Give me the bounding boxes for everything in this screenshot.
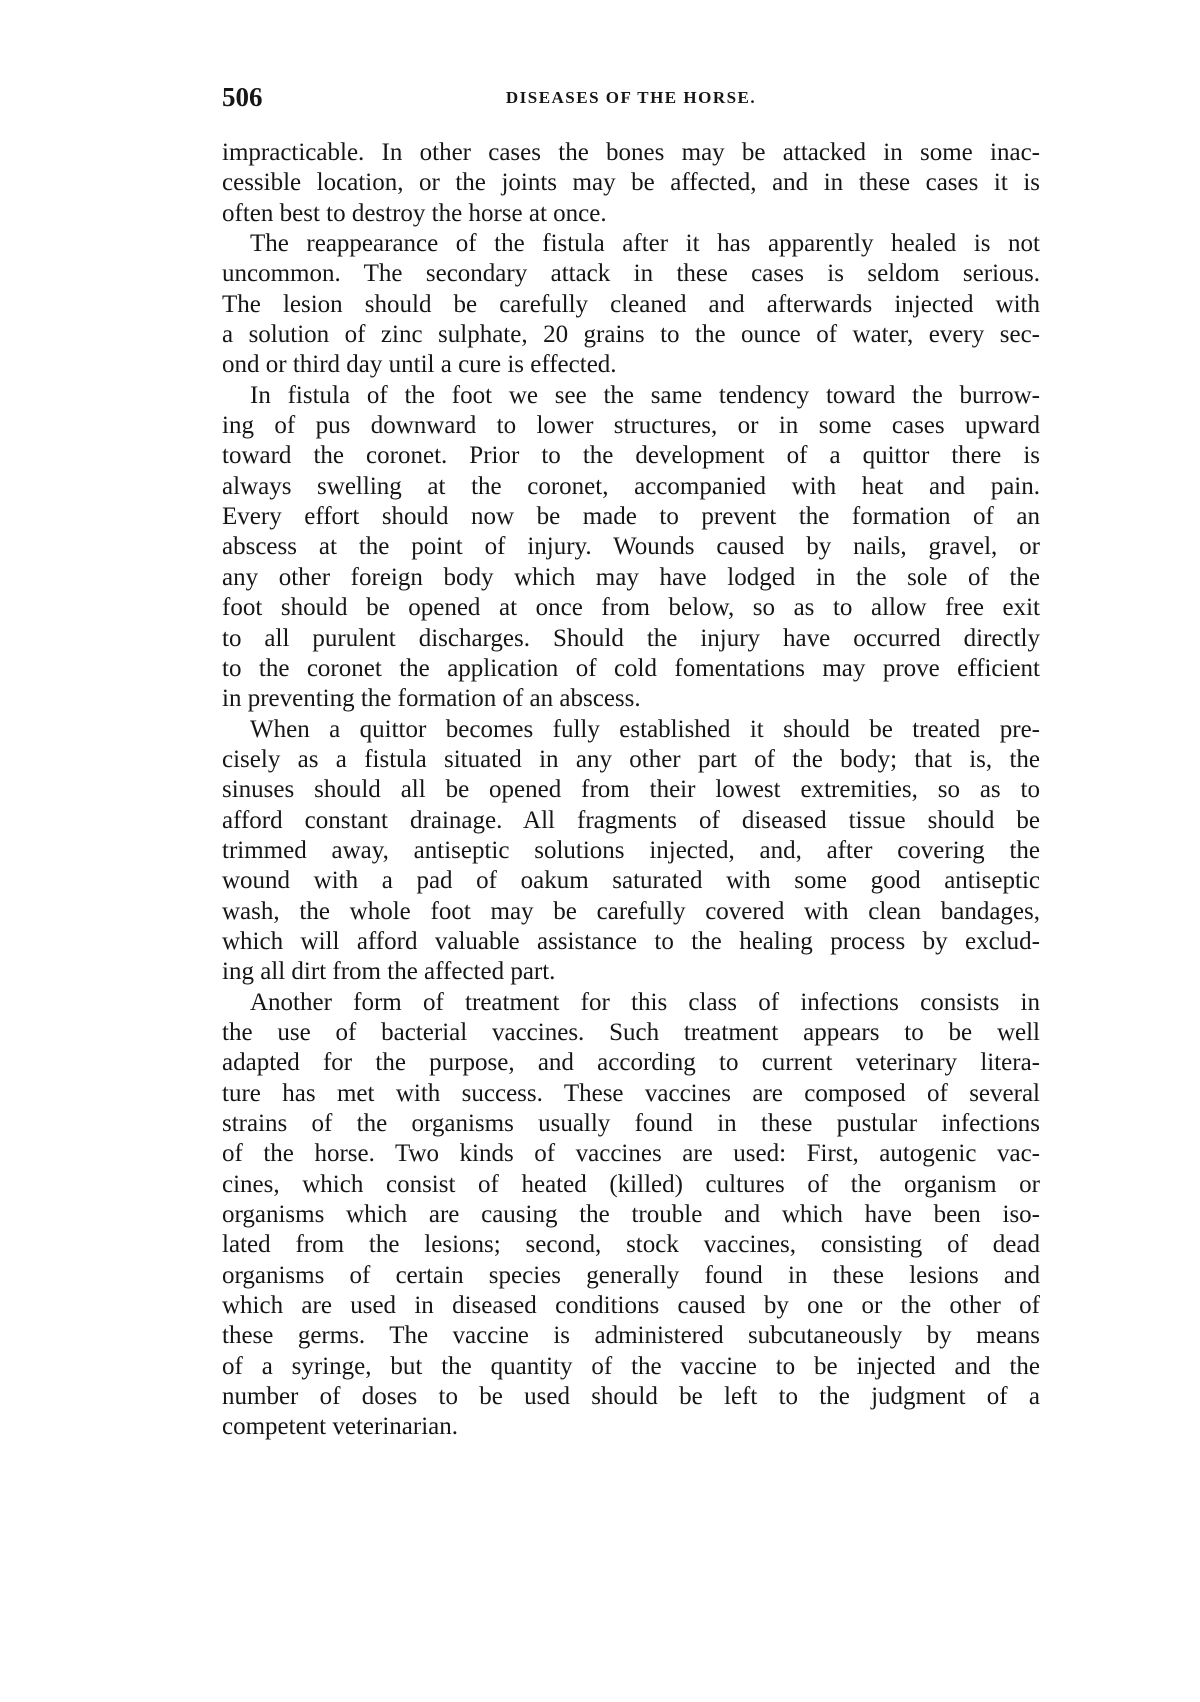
text-line: cessible location, or the joints may be affected, and in these cases it is [222, 169, 1040, 197]
text-line: wash, the whole foot may be carefully covered with clean bandages, [222, 897, 1040, 925]
text-line: competent veterinarian. [222, 1413, 458, 1441]
text-line: The lesion should be carefully cleaned and afterwards injected with [222, 290, 1040, 318]
text-line: uncommon. The secondary attack in these cases is seldom serious. [222, 260, 1040, 288]
text-line: foot should be opened at once from below, so as to allow free exit [222, 594, 1040, 622]
text-line: any other foreign body which may have lodged in the sole of the [222, 563, 1040, 591]
paragraph [222, 138, 1040, 229]
text-line: lated from the lesions; second, stock vaccines, consisting of dead [222, 1231, 1040, 1259]
text-line: cines, which consist of heated (killed) cultures of the organism or [222, 1170, 1040, 1198]
page-number: 506 [222, 82, 263, 112]
paragraph [222, 988, 1040, 1443]
text-line: which will afford valuable assistance to the healing process by exclud- [222, 927, 1040, 955]
text-line: the use of bacterial vaccines. Such treatment appears to be well [222, 1018, 1040, 1046]
text-line: ture has met with success. These vaccines are composed of several [222, 1079, 1040, 1107]
text-line: impracticable. In other cases the bones may be attacked in some inac- [222, 139, 1040, 166]
text-line: organisms which are causing the trouble and which have been iso- [222, 1201, 1040, 1229]
text-line: abscess at the point of injury. Wounds caused by nails, gravel, or [222, 533, 1040, 561]
text-line: In fistula of the foot we see the same tendency toward the burrow- [250, 381, 1040, 409]
running-title: DISEASES OF THE HORSE. [505, 88, 757, 107]
text-line: trimmed away, antiseptic solutions injected, and, after covering the [222, 836, 1040, 864]
text-line: of the horse. Two kinds of vaccines are used: First, autogenic vac- [222, 1140, 1040, 1168]
paragraph [222, 715, 1040, 988]
text-line: sinuses should all be opened from their lowest extremities, so as to [222, 776, 1040, 804]
text-line: Every effort should now be made to prevent the formation of an [222, 503, 1040, 531]
text-line: in preventing the formation of an abscess. [222, 685, 641, 713]
text-line: to the coronet the application of cold fomentations may prove efficient [222, 654, 1040, 682]
text-line: organisms of certain species generally found in these lesions and [222, 1261, 1040, 1289]
text-line: cisely as a fistula situated in any other part of the body; that is, the [222, 745, 1040, 773]
text-line: Another form of treatment for this class of infections consists in [250, 988, 1040, 1016]
paragraph [222, 229, 1040, 381]
paragraph [222, 381, 1040, 715]
text-line: often best to destroy the horse at once. [222, 199, 607, 227]
text-line: adapted for the purpose, and according to current veterinary litera- [222, 1049, 1040, 1077]
text-line: ond or third day until a cure is effected. [222, 351, 617, 379]
text-line: these germs. The vaccine is administered subcutaneously by means [222, 1322, 1040, 1350]
text-line: When a quittor becomes fully established it should be treated pre- [250, 715, 1040, 743]
text-line: afford constant drainage. All fragments of diseased tissue should be [222, 806, 1040, 834]
running-header [222, 82, 1040, 116]
body-text [222, 138, 1040, 1443]
text-line: ing of pus downward to lower structures, or in some cases upward [222, 412, 1040, 440]
text-line: which are used in diseased conditions caused by one or the other of [222, 1292, 1040, 1320]
text-line: number of doses to be used should be left to the judgment of a [222, 1383, 1040, 1411]
text-line: a solution of zinc sulphate, 20 grains to the ounce of water, every sec- [222, 321, 1040, 349]
text-line: wound with a pad of oakum saturated with some good antiseptic [222, 867, 1040, 895]
text-line: toward the coronet. Prior to the development of a quittor there is [222, 442, 1040, 470]
text-line: strains of the organisms usually found in these pustular infections [222, 1110, 1040, 1137]
text-line: of a syringe, but the quantity of the vaccine to be injected and the [222, 1352, 1040, 1380]
text-line: The reappearance of the fistula after it has apparently healed is not [250, 230, 1040, 258]
text-line: always swelling at the coronet, accompanied with heat and pain. [222, 472, 1040, 500]
text-line: ing all dirt from the affected part. [222, 958, 556, 986]
text-line: to all purulent discharges. Should the injury have occurred directly [222, 624, 1040, 652]
